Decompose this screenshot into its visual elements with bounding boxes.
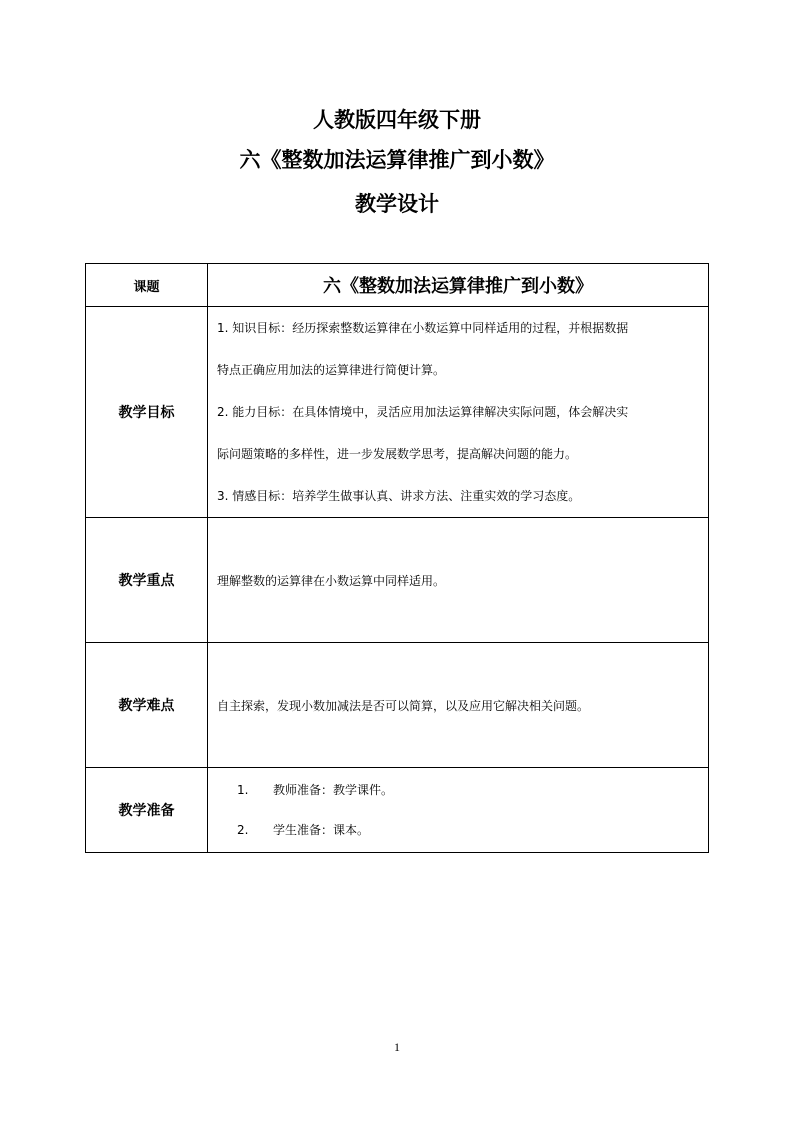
list-item-number: 2. <box>237 823 249 837</box>
list-item <box>217 770 702 810</box>
goal-line: 1. 知识目标：经历探索整数运算律在小数运算中同样适用的过程，并根据数据 <box>217 321 629 335</box>
document-title-type: 教学设计 <box>355 192 439 216</box>
table-row-focus <box>86 518 709 643</box>
page-number: 1 <box>394 1040 400 1054</box>
list-item-number: 1. <box>237 783 249 797</box>
difficulty-label: 教学难点 <box>86 643 208 768</box>
list-item-text: 教师准备：教学课件。 <box>273 783 394 797</box>
lesson-plan-table <box>85 263 709 853</box>
goal-line: 3. 情感目标：培养学生做事认真、讲求方法、注重实效的学习态度。 <box>217 489 581 503</box>
document-title-grade: 人教版四年级下册 <box>313 108 481 132</box>
document-title-lesson: 六《整数加法运算律推广到小数》 <box>239 148 555 172</box>
topic-title: 六《整数加法运算律推广到小数》 <box>208 264 709 307</box>
preparation-content <box>208 768 709 853</box>
table-row-topic <box>86 264 709 307</box>
table-row-goals <box>86 307 709 518</box>
focus-label: 教学重点 <box>86 518 208 643</box>
topic-label: 课题 <box>86 264 208 307</box>
preparation-label: 教学准备 <box>86 768 208 853</box>
table-row-difficulty <box>86 643 709 768</box>
focus-content: 理解整数的运算律在小数运算中同样适用。 <box>208 518 709 643</box>
goal-line: 际问题策略的多样性，进一步发展数学思考，提高解决问题的能力。 <box>217 447 578 461</box>
difficulty-content: 自主探索，发现小数加减法是否可以简算，以及应用它解决相关问题。 <box>208 643 709 768</box>
list-item-text: 学生准备：课本。 <box>273 823 370 837</box>
goals-content <box>208 307 709 518</box>
table-row-preparation <box>86 768 709 853</box>
goal-line: 特点正确应用加法的运算律进行简便计算。 <box>217 363 446 377</box>
list-item <box>217 810 702 850</box>
goal-line: 2. 能力目标：在具体情境中，灵活应用加法运算律解决实际问题，体会解决实 <box>217 405 629 419</box>
goals-label: 教学目标 <box>86 307 208 518</box>
